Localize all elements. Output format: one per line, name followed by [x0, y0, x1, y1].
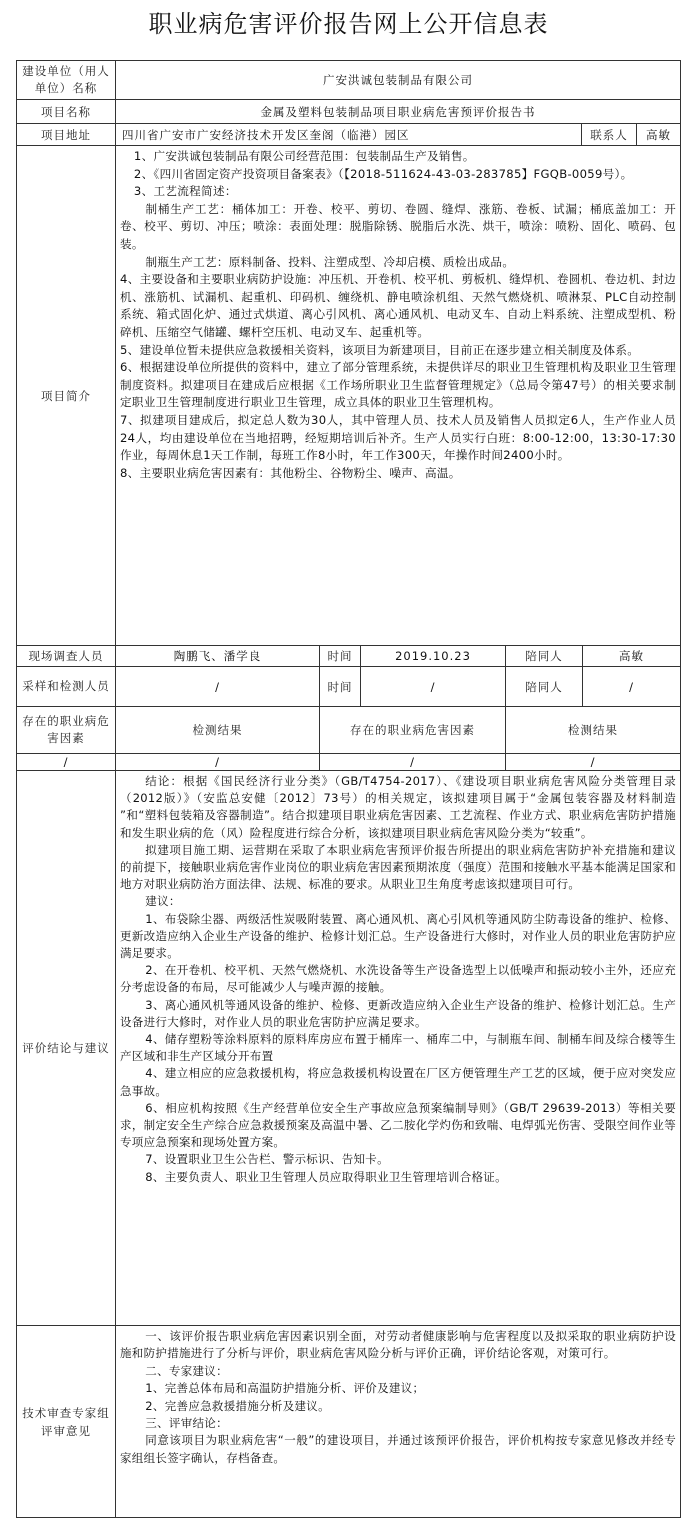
- conclusion-paragraph: 7、设置职业卫生公告栏、警示标识、告知卡。: [145, 1152, 389, 1167]
- intro-paragraph: 2、《四川省固定资产投资项目备案表》（【2018-511624-43-03-283785】FGQB-0059号）。: [133, 166, 633, 181]
- intro-paragraph: 7、拟建项目建成后，拟定总人数为30人，其中管理人员、技术人员及销售人员拟定6人，生产作业人员24人，均由建设单位在当地招聘，经短期培训后补齐。生产人员实行白班：8:00-12:00，13:30-17:30作业，每周休息1天工作制，每班工作8小时，年工作300天，年操作时间2400小时。: [120, 412, 676, 463]
- project-value: 金属及塑料包装制品项目职业病危害预评价报告书: [115, 99, 681, 124]
- sampling-time-label: 时间: [319, 666, 361, 707]
- page-title: 职业病危害评价报告网上公开信息表: [148, 10, 549, 38]
- intro-paragraph: 5、建设单位暂未提供应急救援相关资料，该项目为新建项目，目前正在逐步建立相关制度及体系。: [120, 342, 640, 357]
- sampling-accompany-value: /: [582, 666, 681, 707]
- hazard-cell: /: [319, 753, 506, 771]
- unit-label: 建设单位（用人单位）名称: [16, 60, 116, 100]
- sampling-label: 采样和检测人员: [16, 666, 116, 707]
- sampling-time-value: /: [360, 666, 506, 707]
- conclusion-paragraph: 8、主要负责人、职业卫生管理人员应取得职业卫生管理培训合格证。: [145, 1169, 507, 1184]
- intro-label: 项目简介: [16, 145, 116, 646]
- review-body: [115, 1325, 681, 1518]
- intro-paragraph: 制桶生产工艺：桶体加工：开卷、校平、剪切、卷圆、缝焊、涨筋、卷板、试漏；桶底盖加工：开卷、校平、剪切、冲压；喷涂：表面处理：脱脂除锈、脱脂后水洗、烘干，喷涂：喷粉、固化、喷码、包装。: [120, 201, 676, 251]
- review-paragraph: 一、该评价报告职业病危害因素识别全面，对劳动者健康影响与危害程度以及拟采取的职业病防护设施和防护措施进行了分析与评价，职业病危害风险分析与评价正确，评价结论客观，对策可行。: [120, 1329, 676, 1361]
- conclusion-label: 评价结论与建议: [16, 770, 116, 1326]
- contact-value: 高敏: [636, 123, 681, 146]
- survey-persons: 陶鹏飞、潘学良: [115, 645, 320, 667]
- review-paragraph: 三、评审结论：: [145, 1416, 228, 1431]
- intro-paragraph: 制瓶生产工艺：原料制备、投料、注塑成型、冷却启模、质检出成品。: [145, 254, 515, 269]
- intro-paragraph: 3、工艺流程简述：: [133, 184, 237, 199]
- survey-accompany-label: 陪同人: [505, 645, 583, 667]
- project-label: 项目名称: [16, 99, 116, 124]
- unit-value: 广安洪诚包装制品有限公司: [115, 60, 681, 100]
- sampling-accompany-label: 陪同人: [505, 666, 583, 707]
- survey-label: 现场调查人员: [16, 645, 116, 667]
- review-paragraph: 同意该项目为职业病危害“一般”的建设项目，并通过该预评价报告，评价机构按专家意见修改并经专家组组长签字确认，存档备查。: [120, 1433, 676, 1465]
- conclusion-paragraph: 2、在开卷机、校平机、天然气燃烧机、水洗设备等生产设备选型上以低噪声和振动较小主外，还应充分考虑设备的布局，尽可能减少人与噪声源的接触。: [120, 963, 676, 995]
- conclusion-paragraph: 3、离心通风机等通风设备的维护、检修、更新改造应纳入企业生产设备的维护、检修计划汇总。生产设备进行大修时，对作业人员的职业危害防护应满足要求。: [120, 997, 676, 1029]
- review-paragraph: 二、专家建议：: [145, 1363, 228, 1378]
- hazard-header-result-2: 检测结果: [505, 706, 681, 754]
- intro-paragraph: 6、根据建设单位所提供的资料中，建立了部分管理系统，未提供详尽的职业卫生管理机构及职业卫生管理制度资料。拟建项目在建成后应根据《工作场所职业卫生监督管理规定》（总局令第47号）的相关要求制定职业卫生管理制度进行职业卫生管理，成立具体的职业卫生管理机构。: [120, 360, 676, 410]
- intro-paragraph: 8、主要职业病危害因素有：其他粉尘、谷物粉尘、噪声、高温。: [120, 465, 461, 480]
- conclusion-paragraph: 拟建项目施工期、运营期在采取了本职业病危害预评价报告所提出的职业病危害防护补充措施和建议的前提下，接触职业病危害作业岗位的职业病危害因素预期浓度（强度）范围和接触水平基本能满足国家和地方对职业病防治方面法律、法规、标准的要求。从职业卫生角度考虑该拟建项目可行。: [120, 842, 676, 892]
- contact-label: 联系人: [581, 123, 637, 146]
- conclusion-paragraph: 建议：: [145, 894, 181, 909]
- review-paragraph: 1、完善总体布局和高温防护措施分析、评价及建议；: [145, 1381, 425, 1396]
- hazard-cell: /: [16, 753, 116, 771]
- intro-paragraph: 1、广安洪诚包装制品有限公司经营范围：包装制品生产及销售。: [133, 149, 475, 163]
- survey-time-value: 2019.10.23: [360, 645, 506, 667]
- address-value: 四川省广安市广安经济技术开发区奎阁（临港）园区: [115, 123, 582, 146]
- conclusion-body: [115, 770, 681, 1326]
- address-label: 项目地址: [16, 123, 116, 146]
- hazard-cell: /: [115, 753, 320, 771]
- review-label: 技术审查专家组评审意见: [16, 1325, 116, 1518]
- hazard-header-factor-2: 存在的职业病危害因素: [319, 706, 506, 754]
- hazard-header-result: 检测结果: [115, 706, 320, 754]
- intro-paragraph: 4、主要设备和主要职业病防护设施：冲压机、开卷机、校平机、剪板机、缝焊机、卷圆机、卷边机、封边机、涨筋机、试漏机、起重机、印码机、缠绕机、静电喷涂机组、天然气燃烧机、喷淋泵、PLC自动控制系统、箱式固化炉、通过式烘道、离心引风机、离心通风机、电动叉车、自动上料系统、注塑成型机、粉碎机、压缩空气储罐、螺杆空压机、电动叉车、起重机等。: [120, 272, 676, 339]
- conclusion-paragraph: 6、相应机构按照《生产经营单位安全生产事故应急预案编制导则》（GB/T 29639-2013）等相关要求，制定安全生产综合应急救援预案及高温中暑、乙二胺化学灼伤和致喘、电焊弧光伤害、受限空间作业等专项应急预案和现场处置方案。: [120, 1100, 676, 1150]
- hazard-cell: /: [505, 753, 681, 771]
- survey-accompany-value: 高敏: [582, 645, 681, 667]
- hazard-header-factor: 存在的职业病危害因素: [16, 706, 116, 754]
- intro-body: [115, 145, 681, 646]
- conclusion-paragraph: 1、布袋除尘器、两级活性炭吸附装置、离心通风机、离心引风机等通风防尘防毒设备的维护、检修、更新改造应纳入企业生产设备的维护、检修计划汇总。生产设备进行大修时，对作业人员的职业危害防护应满足要求。: [120, 911, 676, 961]
- survey-time-label: 时间: [319, 645, 361, 667]
- sampling-persons: /: [115, 666, 320, 707]
- conclusion-paragraph: 4、储存塑粉等涂料原料的原料库房应布置于桶库一、桶库二中，与制瓶车间、制桶车间及综合楼等生产区域和非生产区域分开布置: [120, 1032, 676, 1064]
- review-paragraph: 2、完善应急救援措施分析及建议。: [145, 1398, 330, 1413]
- conclusion-paragraph: 4、建立相应的应急救援机构，将应急救援机构设置在厂区方便管理生产工艺的区域，便于应对突发应急事故。: [120, 1066, 676, 1098]
- conclusion-paragraph: 结论：根据《国民经济行业分类》（GB/T4754-2017）、《建设项目职业病危害风险分类管理目录（2012版）》（安监总安健〔2012〕73号）的相关规定，该拟建项目属于“金属包装容器及材料制造 ”和“塑料包装箱及容器制造”。结合拟建项目职业病危害因素、工艺流程、作业方式、职业病危害防护措施和发生职业病的危（风）险程度进行综合分析，该拟建项目职业病危害风险分类为“较重”。: [120, 774, 676, 840]
